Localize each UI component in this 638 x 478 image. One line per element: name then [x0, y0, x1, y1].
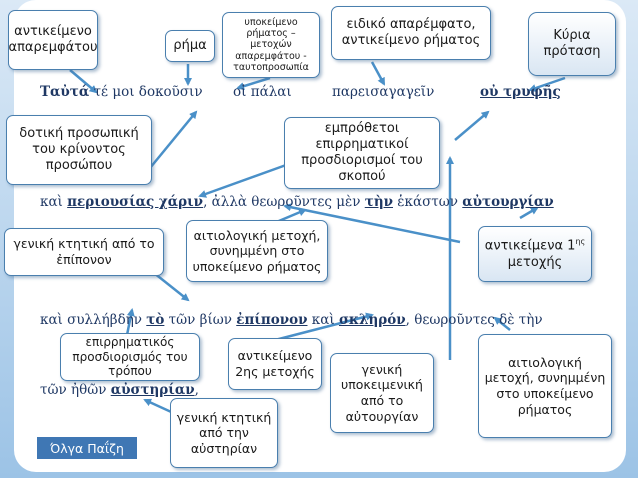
word-theorountes-de-tin: , θεωροῦντες δὲ τὴν	[405, 312, 543, 328]
box-geniki-ktitiki-afstirian: γενική κτητική από την αὐστηρίαν	[170, 398, 278, 468]
box-antikeimeno-2is: αντικείμενο 2ης μετοχής	[228, 338, 322, 390]
word-kai-syllivdin: καὶ συλλήβδην	[40, 312, 147, 328]
box-ypokeimeno-rimatos: υποκείμενο ρήματος – μετοχών απαρεμφάτου - ταυτοπροσωπία	[222, 12, 320, 78]
antikeimena-1is-label: αντικείμενα 1	[484, 238, 576, 254]
box-emprothetoi: εμπρόθετοι επιρρηματικοί προσδιορισμοί του σκοπού	[284, 117, 440, 189]
box-antikeimena-1is	[478, 226, 592, 282]
word-epiponon: ἐπίπονον	[236, 312, 308, 328]
word-afstirian: αὐστηρίαν	[110, 382, 195, 398]
author-label: Όλγα Παΐζη	[36, 436, 138, 460]
word-hoi-palai: οἱ πάλαι	[233, 84, 292, 100]
word-pareisagagein: παρεισαγαγεῖν	[332, 84, 435, 100]
word-tauta: Ταὐτά	[40, 84, 90, 100]
word-tin: τὴν	[364, 194, 393, 210]
box-kyria-protasi: Κύρια πρόταση	[528, 12, 616, 76]
word-comma: ,	[194, 382, 199, 398]
antikeimena-1is-sup: ης	[575, 237, 586, 247]
word-ekaston: ἑκάστων	[393, 194, 463, 210]
word-skliron: σκληρόν	[338, 312, 406, 328]
box-geniki-ypokeimeniki: γενική υποκειμενική από το αὐτουργίαν	[330, 353, 434, 433]
word-to: τὸ	[146, 312, 165, 328]
greek-line-1-pareisagagein	[332, 84, 434, 100]
word-ton-vion: τῶν βίων	[164, 312, 237, 328]
greek-line-2	[40, 194, 554, 210]
greek-line-3	[40, 312, 543, 328]
box-aitiologiki-metochi-2: αιτιολογική μετοχή, συνημμένη στο υποκείμενο ρήματος	[478, 334, 612, 438]
box-aitiologiki-metochi-1: αιτιολογική μετοχή, συνημμένη στο υποκείμενο ρήματος	[186, 220, 328, 282]
box-dotiki-prosopiki: δοτική προσωπική του κρίνοντος προσώπου	[6, 115, 152, 185]
greek-line-1	[40, 84, 203, 100]
greek-line-4	[40, 382, 199, 398]
word-kai: καὶ	[40, 194, 68, 210]
word-ton-ithon: τῶν ἠθῶν	[40, 382, 111, 398]
word-ou-tryfis: οὐ τρυφῆς	[480, 84, 561, 100]
word-periousias-charin: περιουσίας χάριν	[67, 194, 204, 210]
word-kai-2: καὶ	[307, 312, 339, 328]
box-eidiko-aparemfato: ειδικό απαρέμφατο, αντικείμενο ρήματος	[331, 6, 491, 60]
antikeimena-1is-tail: μετοχής	[507, 254, 563, 270]
greek-line-1-ou-tryfis	[480, 84, 561, 100]
word-te-moi-dokousin: τέ μοι δοκοῦσιν	[89, 84, 203, 100]
greek-line-1-hoi-palai	[233, 84, 292, 100]
box-rima: ρήμα	[165, 30, 215, 62]
box-antikeimeno-aparemfatou: αντικείμενο απαρεμφάτου	[8, 10, 98, 70]
word-autourgian: αὐτουργίαν	[462, 194, 554, 210]
box-epirrimatikos-tropou: επιρρηματικός προσδιορισμός του τρόπου	[60, 333, 200, 381]
box-geniki-ktitiki-epiponon: γενική κτητική από το ἐπίπονον	[4, 228, 164, 276]
word-alla-theorountes-men: , ἀλλὰ θεωροῦντες μὲν	[203, 194, 365, 210]
